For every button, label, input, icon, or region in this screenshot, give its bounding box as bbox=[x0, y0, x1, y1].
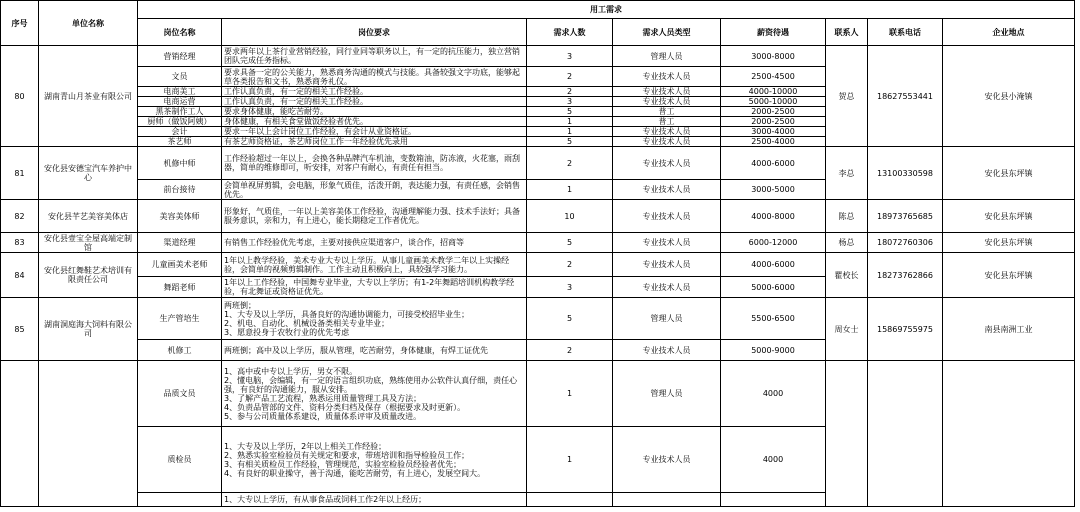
cell-requirement[interactable]: 有销售工作经验优先考虑，主要对接供应渠道客户，谈合作，招商等 bbox=[222, 233, 527, 253]
cell-salary[interactable]: 2000-2500 bbox=[721, 107, 826, 117]
cell-phone[interactable]: 18973765685 bbox=[868, 200, 943, 233]
cell-count[interactable]: 1 bbox=[527, 117, 613, 127]
cell-requirement[interactable]: 工作认真负责，有一定的相关工作经验。 bbox=[222, 87, 527, 97]
cell-requirement[interactable]: 会简单视屏剪辑，会电脑，形象气质佳，活泼开朗，表达能力强，有责任感，会销售优先。 bbox=[222, 180, 527, 200]
cell-type[interactable]: 专业技术人员 bbox=[613, 253, 721, 277]
cell-count[interactable]: 2 bbox=[527, 147, 613, 180]
cell-salary[interactable]: 5000-10000 bbox=[721, 97, 826, 107]
cell-seq[interactable] bbox=[1, 361, 39, 507]
cell-contact[interactable]: 陈总 bbox=[826, 200, 868, 233]
table-row bbox=[1, 298, 1075, 340]
cell-position[interactable]: 茶艺师 bbox=[138, 137, 222, 147]
cell-salary[interactable]: 4000-6000 bbox=[721, 253, 826, 277]
cell-position[interactable]: 机修中师 bbox=[138, 147, 222, 180]
cell-company[interactable]: 湖南洞庭海大饲料有限公司 bbox=[39, 298, 138, 361]
cell-seq[interactable]: 83 bbox=[1, 233, 39, 253]
cell-count[interactable]: 3 bbox=[527, 277, 613, 298]
cell-requirement[interactable]: 工作经验超过一年以上，会换各种品牌汽车机油，变数箱油，防冻液，火花塞，雨刮器，简单的维修即可，听安排，对客户有耐心，有责任有担当。 bbox=[222, 147, 527, 180]
table-row bbox=[1, 253, 1075, 277]
cell-requirement[interactable]: 两班倒； 1、大专及以上学历，具备良好的沟通协调能力，可接受校招毕业生； 2、机电、自动化、机械设备类相关专业毕业； 3、愿意投身于农牧行业的优先考虑 bbox=[222, 298, 527, 340]
cell-seq[interactable]: 85 bbox=[1, 298, 39, 361]
cell-position[interactable]: 品质文员 bbox=[138, 361, 222, 427]
cell-requirement[interactable]: 身体健康，有相关食堂做饭经验者优先。 bbox=[222, 117, 527, 127]
cell-type[interactable]: 专业技术人员 bbox=[613, 137, 721, 147]
cell-count[interactable] bbox=[527, 493, 613, 507]
cell-position[interactable]: 渠道经理 bbox=[138, 233, 222, 253]
cell-seq[interactable]: 80 bbox=[1, 46, 39, 147]
cell-type[interactable]: 专业技术人员 bbox=[613, 97, 721, 107]
cell-position[interactable]: 厨师（做饭阿姨） bbox=[138, 117, 222, 127]
cell-requirement[interactable]: 要求具备一定的公关能力，熟悉商务沟通的模式与技能。具备较强文字功底，能够起草各类报告和文书，熟悉商务礼仪。 bbox=[222, 67, 527, 87]
cell-count[interactable]: 2 bbox=[527, 67, 613, 87]
cell-requirement[interactable]: 两班倒；高中及以上学历，服从管理，吃苦耐劳，身体健康，有焊工证优先 bbox=[222, 340, 527, 361]
cell-salary[interactable]: 3000-8000 bbox=[721, 46, 826, 67]
cell-salary[interactable]: 5500-6500 bbox=[721, 298, 826, 340]
cell-type[interactable]: 专业技术人员 bbox=[613, 200, 721, 233]
cell-salary[interactable]: 5000-9000 bbox=[721, 340, 826, 361]
header-type[interactable]: 需求人员类型 bbox=[613, 19, 721, 46]
cell-phone[interactable]: 15869755975 bbox=[868, 298, 943, 361]
cell-count[interactable]: 2 bbox=[527, 253, 613, 277]
cell-position[interactable]: 电商美工 bbox=[138, 87, 222, 97]
cell-position[interactable]: 营销经理 bbox=[138, 46, 222, 67]
cell-phone[interactable]: 13100330598 bbox=[868, 147, 943, 200]
cell-requirement[interactable]: 1、大专以上学历，有从事食品或饲料工作2年以上经历； bbox=[222, 493, 527, 507]
cell-contact[interactable]: 贺总 bbox=[826, 46, 868, 147]
cell-seq[interactable]: 82 bbox=[1, 200, 39, 233]
cell-position[interactable]: 生产管培生 bbox=[138, 298, 222, 340]
cell-count[interactable]: 2 bbox=[527, 87, 613, 97]
cell-salary[interactable]: 2500-4000 bbox=[721, 137, 826, 147]
table-row bbox=[1, 147, 1075, 180]
cell-company[interactable]: 安化县安德宝汽车养护中心 bbox=[39, 147, 138, 200]
cell-position[interactable]: 机修工 bbox=[138, 340, 222, 361]
cell-requirement[interactable]: 1年以上教学经验，美术专业大专以上学历。从事儿童画美术教学二年以上实操经验，会简单的视频剪辑制作。工作主动且积极向上，具较强学习能力。 bbox=[222, 253, 527, 277]
cell-type[interactable]: 专业技术人员 bbox=[613, 180, 721, 200]
cell-position[interactable]: 质检员 bbox=[138, 427, 222, 493]
cell-company[interactable] bbox=[39, 361, 138, 507]
header-requirement[interactable]: 岗位要求 bbox=[222, 19, 527, 46]
table-row bbox=[1, 46, 1075, 67]
cell-requirement[interactable]: 有茶艺师资格证，茶艺师岗位工作一年经验优先录用 bbox=[222, 137, 527, 147]
cell-type[interactable] bbox=[613, 493, 721, 507]
cell-requirement[interactable]: 工作认真负责，有一定的相关工作经验。 bbox=[222, 97, 527, 107]
table-row bbox=[1, 200, 1075, 233]
cell-position[interactable]: 儿童画美术老师 bbox=[138, 253, 222, 277]
header-position[interactable]: 岗位名称 bbox=[138, 19, 222, 46]
header-group[interactable]: 用工需求 bbox=[138, 1, 1075, 19]
cell-salary[interactable]: 2500-4500 bbox=[721, 67, 826, 87]
cell-position[interactable]: 电商运营 bbox=[138, 97, 222, 107]
cell-type[interactable]: 专业技术人员 bbox=[613, 87, 721, 97]
cell-type[interactable]: 专业技术人员 bbox=[613, 127, 721, 137]
cell-phone[interactable]: 18072760306 bbox=[868, 233, 943, 253]
cell-position[interactable]: 前台接待 bbox=[138, 180, 222, 200]
cell-salary[interactable]: 5000-6000 bbox=[721, 277, 826, 298]
cell-location[interactable] bbox=[943, 361, 1075, 507]
cell-type[interactable]: 普工 bbox=[613, 107, 721, 117]
cell-company[interactable]: 安化县壹宝全屋高端定制馆 bbox=[39, 233, 138, 253]
cell-contact[interactable]: 李总 bbox=[826, 147, 868, 200]
header-count[interactable]: 需求人数 bbox=[527, 19, 613, 46]
cell-type[interactable]: 专业技术人员 bbox=[613, 233, 721, 253]
cell-type[interactable]: 管理人员 bbox=[613, 361, 721, 427]
header-seq[interactable]: 序号 bbox=[1, 1, 39, 46]
cell-count[interactable]: 1 bbox=[527, 427, 613, 493]
cell-count[interactable]: 5 bbox=[527, 137, 613, 147]
cell-requirement[interactable]: 1、大专及以上学历，2年以上相关工作经验； 2、熟悉实验室检验员有关规定和要求，带班培训和指导检验员工作； 3、有相关质检员工作经验，管理规范，实验室检验员经验者优先； 4、有良好的职业操守，善于沟通，能吃苦耐劳，有上进心，发展空间大。 bbox=[222, 427, 527, 493]
cell-company[interactable]: 安化县红舞鞋艺术培训有限责任公司 bbox=[39, 253, 138, 298]
cell-count[interactable]: 2 bbox=[527, 340, 613, 361]
cell-type[interactable]: 管理人员 bbox=[613, 46, 721, 67]
cell-type[interactable]: 专业技术人员 bbox=[613, 427, 721, 493]
cell-count[interactable]: 1 bbox=[527, 180, 613, 200]
table-row bbox=[1, 233, 1075, 253]
cell-salary[interactable]: 4000-8000 bbox=[721, 200, 826, 233]
cell-requirement[interactable]: 1年以上工作经验，中国舞专业毕业，大专以上学历；有1-2年舞蹈培训机构教学经验，有北舞证或资格证优先。 bbox=[222, 277, 527, 298]
cell-location[interactable]: 安化县东坪镇 bbox=[943, 200, 1075, 233]
cell-contact[interactable]: 瞿校长 bbox=[826, 253, 868, 298]
cell-count[interactable]: 5 bbox=[527, 107, 613, 117]
cell-count[interactable]: 1 bbox=[527, 361, 613, 427]
header-company[interactable]: 单位名称 bbox=[39, 1, 138, 46]
header-salary[interactable]: 薪资待遇 bbox=[721, 19, 826, 46]
cell-phone[interactable] bbox=[868, 361, 943, 507]
header-phone[interactable]: 联系电话 bbox=[868, 19, 943, 46]
cell-location[interactable]: 安化县小淹镇 bbox=[943, 46, 1075, 147]
cell-type[interactable]: 管理人员 bbox=[613, 298, 721, 340]
cell-salary[interactable]: 4000 bbox=[721, 361, 826, 427]
cell-position[interactable]: 文员 bbox=[138, 67, 222, 87]
cell-type[interactable]: 专业技术人员 bbox=[613, 277, 721, 298]
cell-salary[interactable]: 4000-10000 bbox=[721, 87, 826, 97]
cell-position[interactable] bbox=[138, 493, 222, 507]
cell-phone[interactable]: 18627553441 bbox=[868, 46, 943, 147]
table-row bbox=[1, 361, 1075, 427]
cell-requirement[interactable]: 1、高中或中专以上学历，男女不限。 2、懂电脑，会编辑，有一定的语言组织功底，熟练使用办公软件认真仔细，责任心强，有良好的沟通能力，服从安排。 3、了解产品工艺流程，熟悉运用质量管理工具及方法； 4、负责品管部的文件、资料分类归档及保存（根据要求及时更新）。 5、参与公司质量体系建设，质量体系评审及质量改进。 bbox=[222, 361, 527, 427]
cell-company[interactable]: 安化县芊艺美容美体店 bbox=[39, 200, 138, 233]
cell-type[interactable]: 专业技术人员 bbox=[613, 67, 721, 87]
header-location[interactable]: 企业地点 bbox=[943, 19, 1075, 46]
cell-requirement[interactable]: 要求一年以上会计岗位工作经验，有会计从业资格证。 bbox=[222, 127, 527, 137]
cell-salary[interactable]: 3000-4000 bbox=[721, 127, 826, 137]
cell-salary[interactable]: 4000-6000 bbox=[721, 147, 826, 180]
cell-position[interactable]: 舞蹈老师 bbox=[138, 277, 222, 298]
cell-salary[interactable] bbox=[721, 493, 826, 507]
cell-location[interactable]: 南县南洲工业 bbox=[943, 298, 1075, 361]
cell-salary[interactable]: 4000 bbox=[721, 427, 826, 493]
cell-location[interactable]: 安化县东坪镇 bbox=[943, 233, 1075, 253]
cell-position[interactable]: 黑茶制作工人 bbox=[138, 107, 222, 117]
cell-location[interactable]: 安化县东坪镇 bbox=[943, 147, 1075, 200]
cell-type[interactable]: 专业技术人员 bbox=[613, 147, 721, 180]
cell-contact[interactable]: 周女士 bbox=[826, 298, 868, 361]
cell-count[interactable]: 5 bbox=[527, 233, 613, 253]
cell-salary[interactable]: 2000-2500 bbox=[721, 117, 826, 127]
cell-phone[interactable]: 18273762866 bbox=[868, 253, 943, 298]
cell-salary[interactable]: 6000-12000 bbox=[721, 233, 826, 253]
cell-count[interactable]: 5 bbox=[527, 298, 613, 340]
header-contact[interactable]: 联系人 bbox=[826, 19, 868, 46]
cell-type[interactable]: 专业技术人员 bbox=[613, 340, 721, 361]
cell-type[interactable]: 普工 bbox=[613, 117, 721, 127]
cell-contact[interactable]: 杨总 bbox=[826, 233, 868, 253]
cell-requirement[interactable]: 要求身体健康，能吃苦耐劳。 bbox=[222, 107, 527, 117]
cell-seq[interactable]: 84 bbox=[1, 253, 39, 298]
cell-salary[interactable]: 3000-5000 bbox=[721, 180, 826, 200]
cell-location[interactable]: 安化县东坪镇 bbox=[943, 253, 1075, 298]
cell-count[interactable]: 10 bbox=[527, 200, 613, 233]
cell-count[interactable]: 1 bbox=[527, 127, 613, 137]
cell-contact[interactable] bbox=[826, 361, 868, 507]
cell-seq[interactable]: 81 bbox=[1, 147, 39, 200]
cell-company[interactable]: 湖南青山月茶业有限公司 bbox=[39, 46, 138, 147]
cell-count[interactable]: 3 bbox=[527, 46, 613, 67]
cell-requirement[interactable]: 要求两年以上茶行业营销经验，同行业同等职务以上，有一定的抗压能力，独立营销团队完成任务指标。 bbox=[222, 46, 527, 67]
cell-count[interactable]: 3 bbox=[527, 97, 613, 107]
cell-requirement[interactable]: 形象好，气质佳，一年以上美容美体工作经验，沟通理解能力强、技术手法好；具备服务意识，亲和力，有上进心，能长期稳定工作者优先。 bbox=[222, 200, 527, 233]
cell-position[interactable]: 美容美体师 bbox=[138, 200, 222, 233]
cell-position[interactable]: 会计 bbox=[138, 127, 222, 137]
